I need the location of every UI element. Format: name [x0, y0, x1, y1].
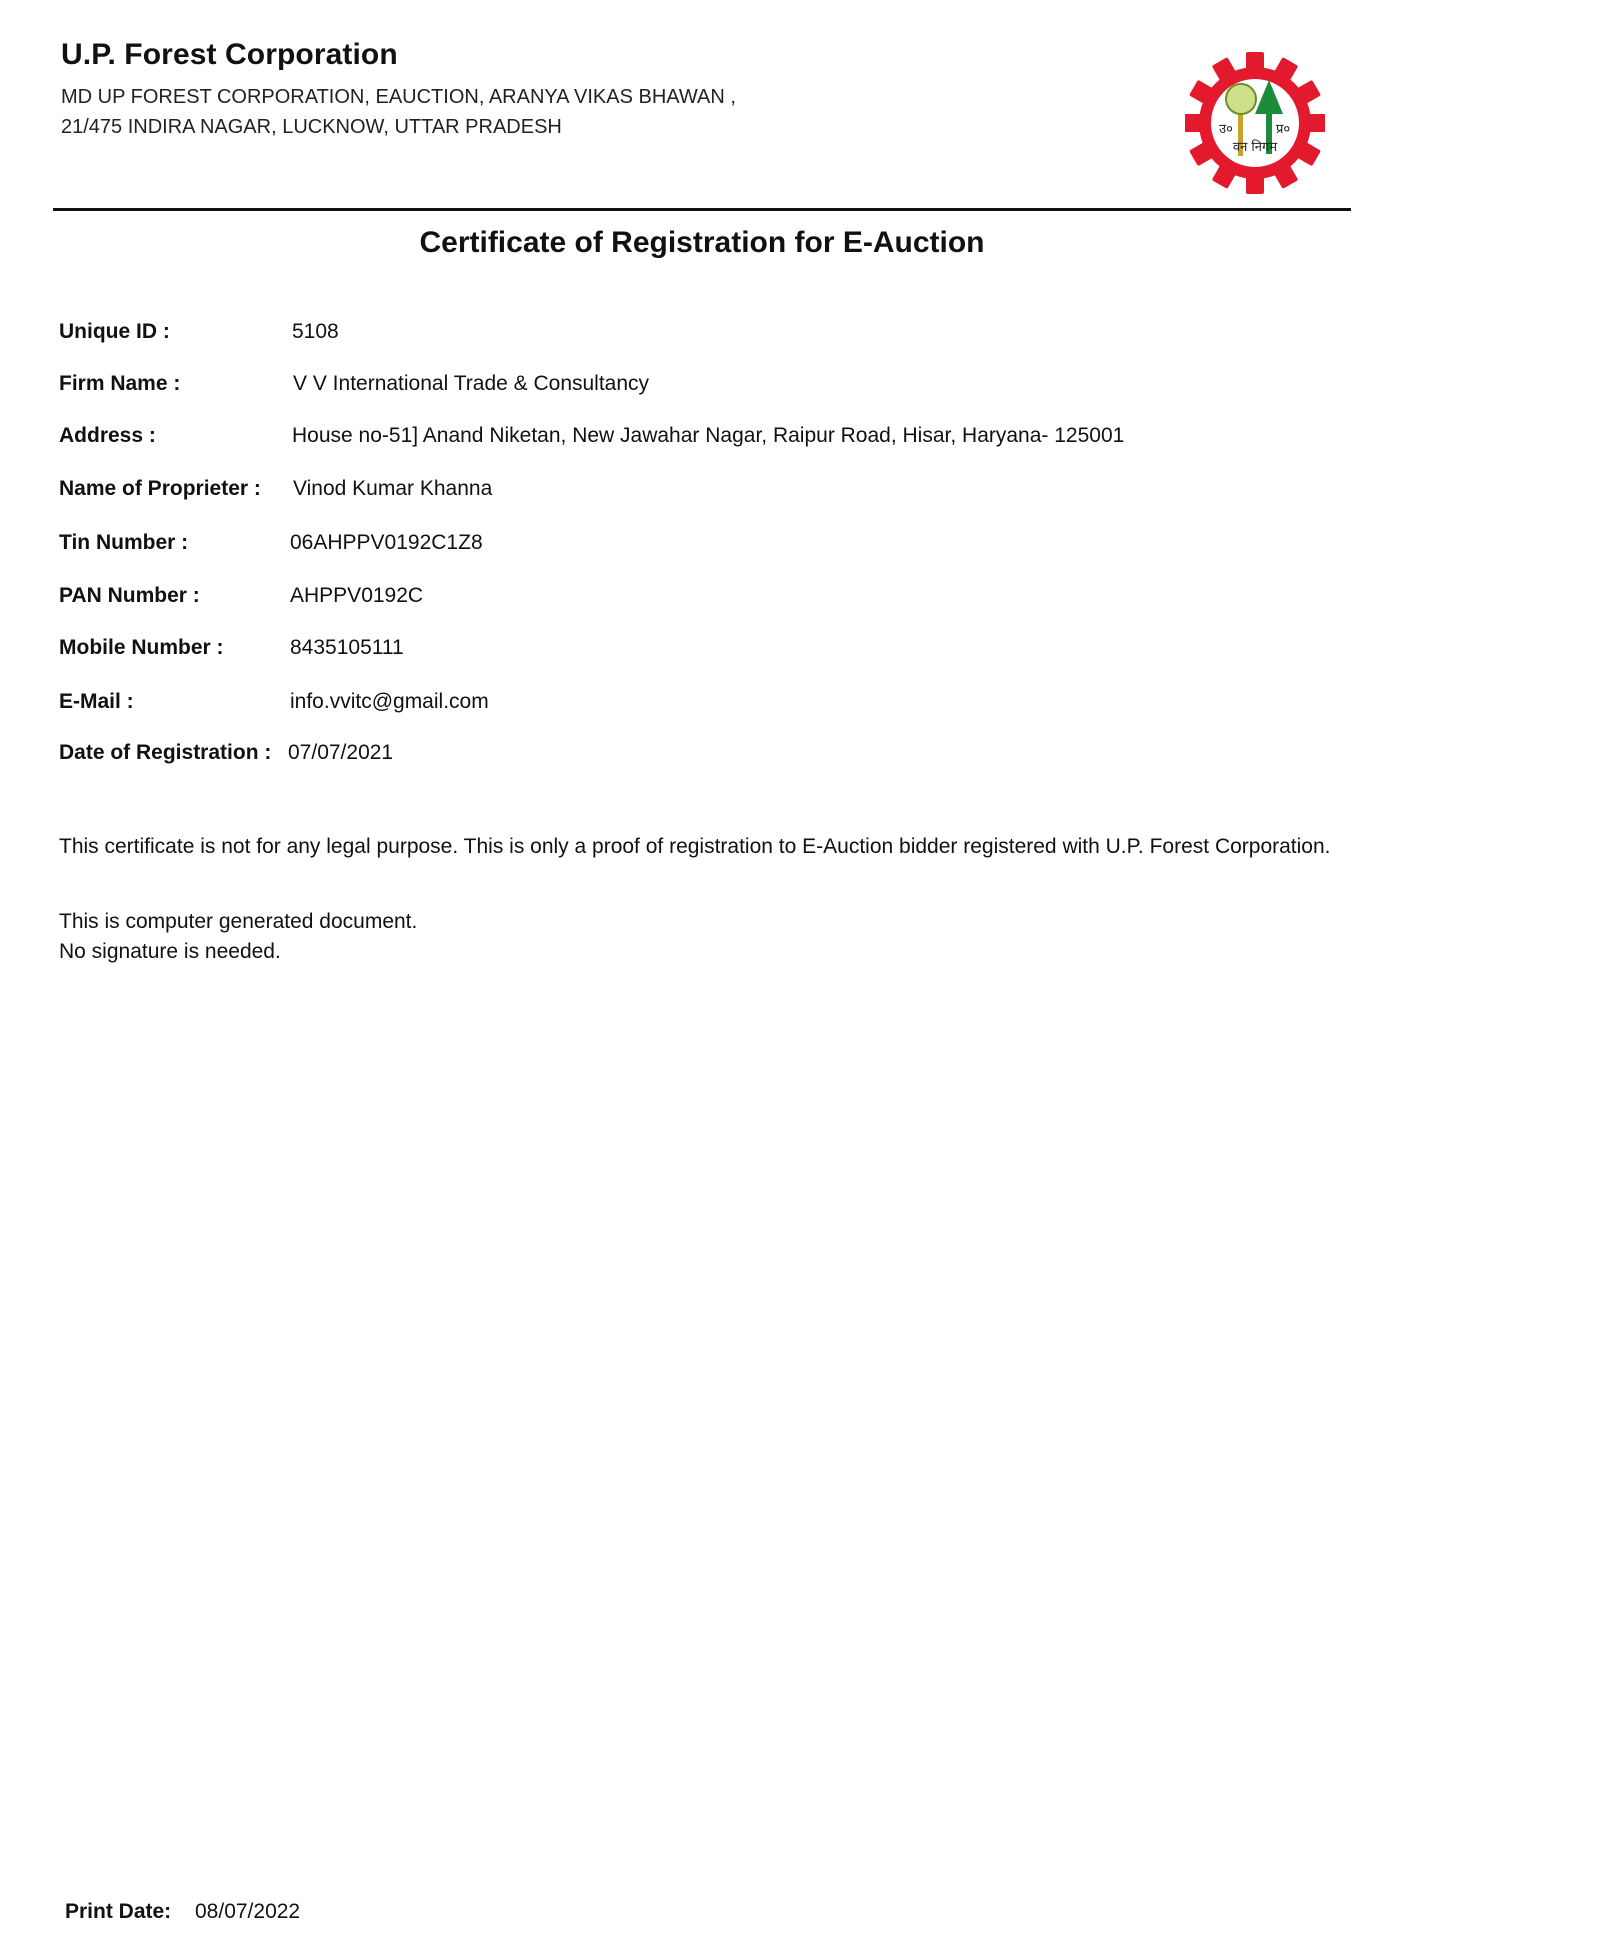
field-value: V V International Trade & Consultancy [293, 372, 650, 395]
field-value: 07/07/2021 [288, 741, 394, 764]
field-label: PAN Number : [59, 584, 200, 607]
field-value: 06AHPPV0192C1Z8 [290, 531, 483, 554]
field-value: 8435105111 [290, 636, 404, 659]
certificate-title: Certificate of Registration for E-Auction [419, 226, 985, 259]
org-name: U.P. Forest Corporation [61, 38, 398, 71]
field-value: 5108 [292, 320, 339, 343]
field-label: Mobile Number : [59, 636, 224, 659]
computer-generated-line: This is computer generated document. [59, 910, 418, 933]
field-value: Vinod Kumar Khanna [293, 477, 493, 500]
forest-corporation-logo-icon [1185, 50, 1325, 196]
header-divider [53, 208, 1351, 211]
field-label: Date of Registration : [59, 741, 272, 764]
field-label: Address : [59, 424, 156, 447]
field-value: House no-51] Anand Niketan, New Jawahar Nagar, Raipur Road, Hisar, Haryana- 125001 [292, 424, 1125, 447]
no-signature-line: No signature is needed. [59, 940, 281, 963]
logo-text-left: उ० [1219, 122, 1233, 137]
print-date [65, 1897, 301, 1927]
print-date-value: 08/07/2022 [195, 1900, 301, 1923]
field-label: E-Mail : [59, 690, 134, 713]
field-label: Name of Proprieter : [59, 477, 261, 500]
logo-text-bottom: वन निगम [1232, 140, 1278, 155]
field-label: Tin Number : [59, 531, 189, 554]
disclaimer-text: This certificate is not for any legal purpose. This is only a proof of registration to E-Auction bidder registered with U.P. Forest Corporation. [59, 835, 1331, 858]
print-date-label: Print Date: [65, 1900, 172, 1923]
field-value: info.vvitc@gmail.com [290, 690, 489, 713]
round-tree-canopy [1226, 84, 1256, 114]
field-label: Unique ID : [59, 320, 170, 343]
address-line-2: 21/475 INDIRA NAGAR, LUCKNOW, UTTAR PRADESH [61, 116, 562, 138]
field-label: Firm Name : [59, 372, 181, 395]
org-address [61, 82, 736, 142]
computer-generated-note [59, 907, 1339, 967]
address-line-1: MD UP FOREST CORPORATION, EAUCTION, ARANYA VIKAS BHAWAN , [61, 86, 736, 108]
logo-text-right: प्र० [1276, 122, 1291, 137]
field-value: AHPPV0192C [290, 584, 424, 607]
